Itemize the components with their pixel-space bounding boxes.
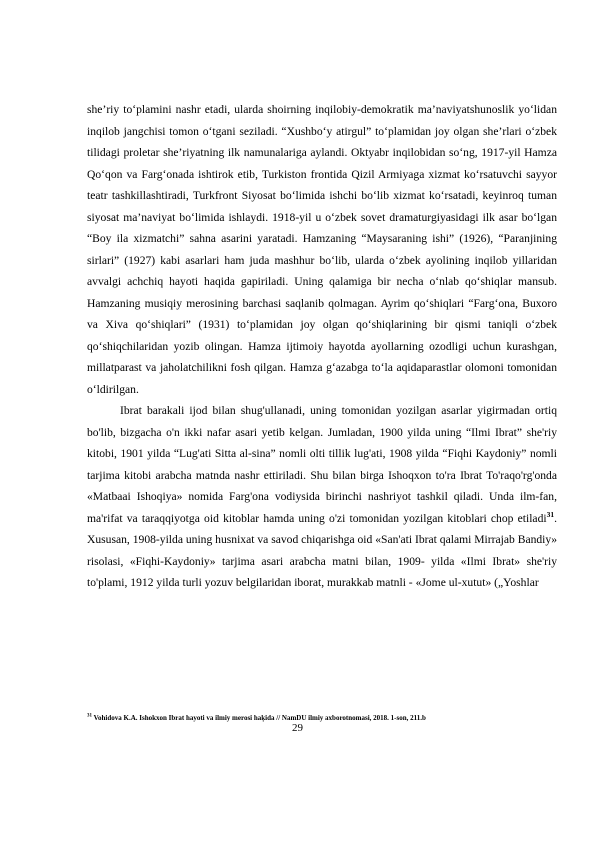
body-text <box>87 99 557 594</box>
page-number: 29 <box>292 722 303 734</box>
footnote-reference[interactable]: 31 <box>546 509 555 519</box>
paragraph-ibrat-text-start: Ibrat barakali ijod bilan shug'ullanadi, uning tomonidan yozilgan asarlar yigirmadan ortiq bo'lib, bizgacha o'n ikki nafar asari yetib kelgan. Jumladan, 1900 yilda uning “Ilmi Ibrat” she'riy kitobi, 1901 yilda “Lug'ati Sitta al-sina” nomli olti tillik lug'ati, 1908 yilda “Fiqhi Kaydoniy” nomli tarjima kitobi arabcha matnda nashr ettiriladi. Shu bilan birga Ishoqxon to'ra Ibrat To'raqo'rg'onda «Matbaai Ishoqiya» nomida Farg'ona vodiysida birinchi nashriyot tashkil qiladi. Unda ilm-fan, ma'rifat va taraqqiyotga oid kitoblar hamda uning o'zi tomonidan yozilgan kitoblari chop etiladi <box>87 404 557 525</box>
footnote-mark: 31 <box>87 713 92 719</box>
paragraph-ibrat-text-end: . Xususan, 1908-yilda uning husnixat va savod chiqarishga oid «San'ati Ibrat qalami Mirrajab Bandiy» risolasi, «Fiqhi-Kaydoniy» tarjima asari arabcha matni bilan, 1909- yilda «Ilmi Ibrat» she'riy to'plami, 1912 yilda turli yozuv belgilaridan iborat, murakkab matnli - «Jome ul-xutut» („Yoshlar <box>87 511 557 589</box>
paragraph-ibrat <box>87 400 557 594</box>
paragraph-hamza: she’riy to‘plamini nashr etadi, ularda shoirning inqilobiy-demokratik ma’naviyatshunoslik yo‘lidan inqilob jangchisi tomon o‘tgani seziladi. “Xushbo‘y atirgul” to‘plamidan joy olgan she’rlari o‘zbek tilidagi proletar she’riyatning ilk namunalariga aylandi. Oktyabr inqilobidan so‘ng, 1917-yil Hamza Qo‘qon va Farg‘onada ishtirok etib, Turkiston frontida Qizil Armiyaga xizmat ko‘rsatuvchi sayyor teatr tashkillashtiradi, Turkfront Siyosat bo‘limida ishchi bo‘lib xizmat ko‘rsatadi, keyinroq tuman siyosat ma’naviyat bo‘limida ishlaydi. 1918-yil u o‘zbek sovet dramaturgiyasidagi ilk asar bo‘lgan “Boy ila xizmatchi” sahna asarini yaratadi. Hamzaning “Maysaraning ishi” (1926), “Paranjining sirlari” (1927) kabi asarlari ham juda mashhur bo‘lib, ularda o‘zbek ayolining inqilob yillaridan avvalgi achchiq hayoti haqida gapiriladi. Uning qalamiga bir necha o‘nlab qo‘shiqlar mansub. Hamzaning musiqiy merosining barchasi saqlanib qolmagan. Ayrim qo‘shiqlari “Farg‘ona, Buxoro va Xiva qo‘shiqlari” (1931) to‘plamidan joy olgan qo‘shiqlarining bir qismi taniqli o‘zbek qo‘shiqchilaridan yozib olingan. Hamza ijtimoiy hayotda ayollarning ozodligi uchun kurashgan, millatparast va jaholatchilikni fosh qilgan. Hamza g‘azabga to‘la aqidaparastlar olomoni tomonidan o‘ldirilgan. <box>87 103 557 396</box>
footnote-text: Vohidova K.A. Ishokxon Ibrat hayoti va ilmiy merosi haķida // NamDU ilmiy axborotnomasi, 2018. 1-son, 211.b <box>92 714 426 722</box>
